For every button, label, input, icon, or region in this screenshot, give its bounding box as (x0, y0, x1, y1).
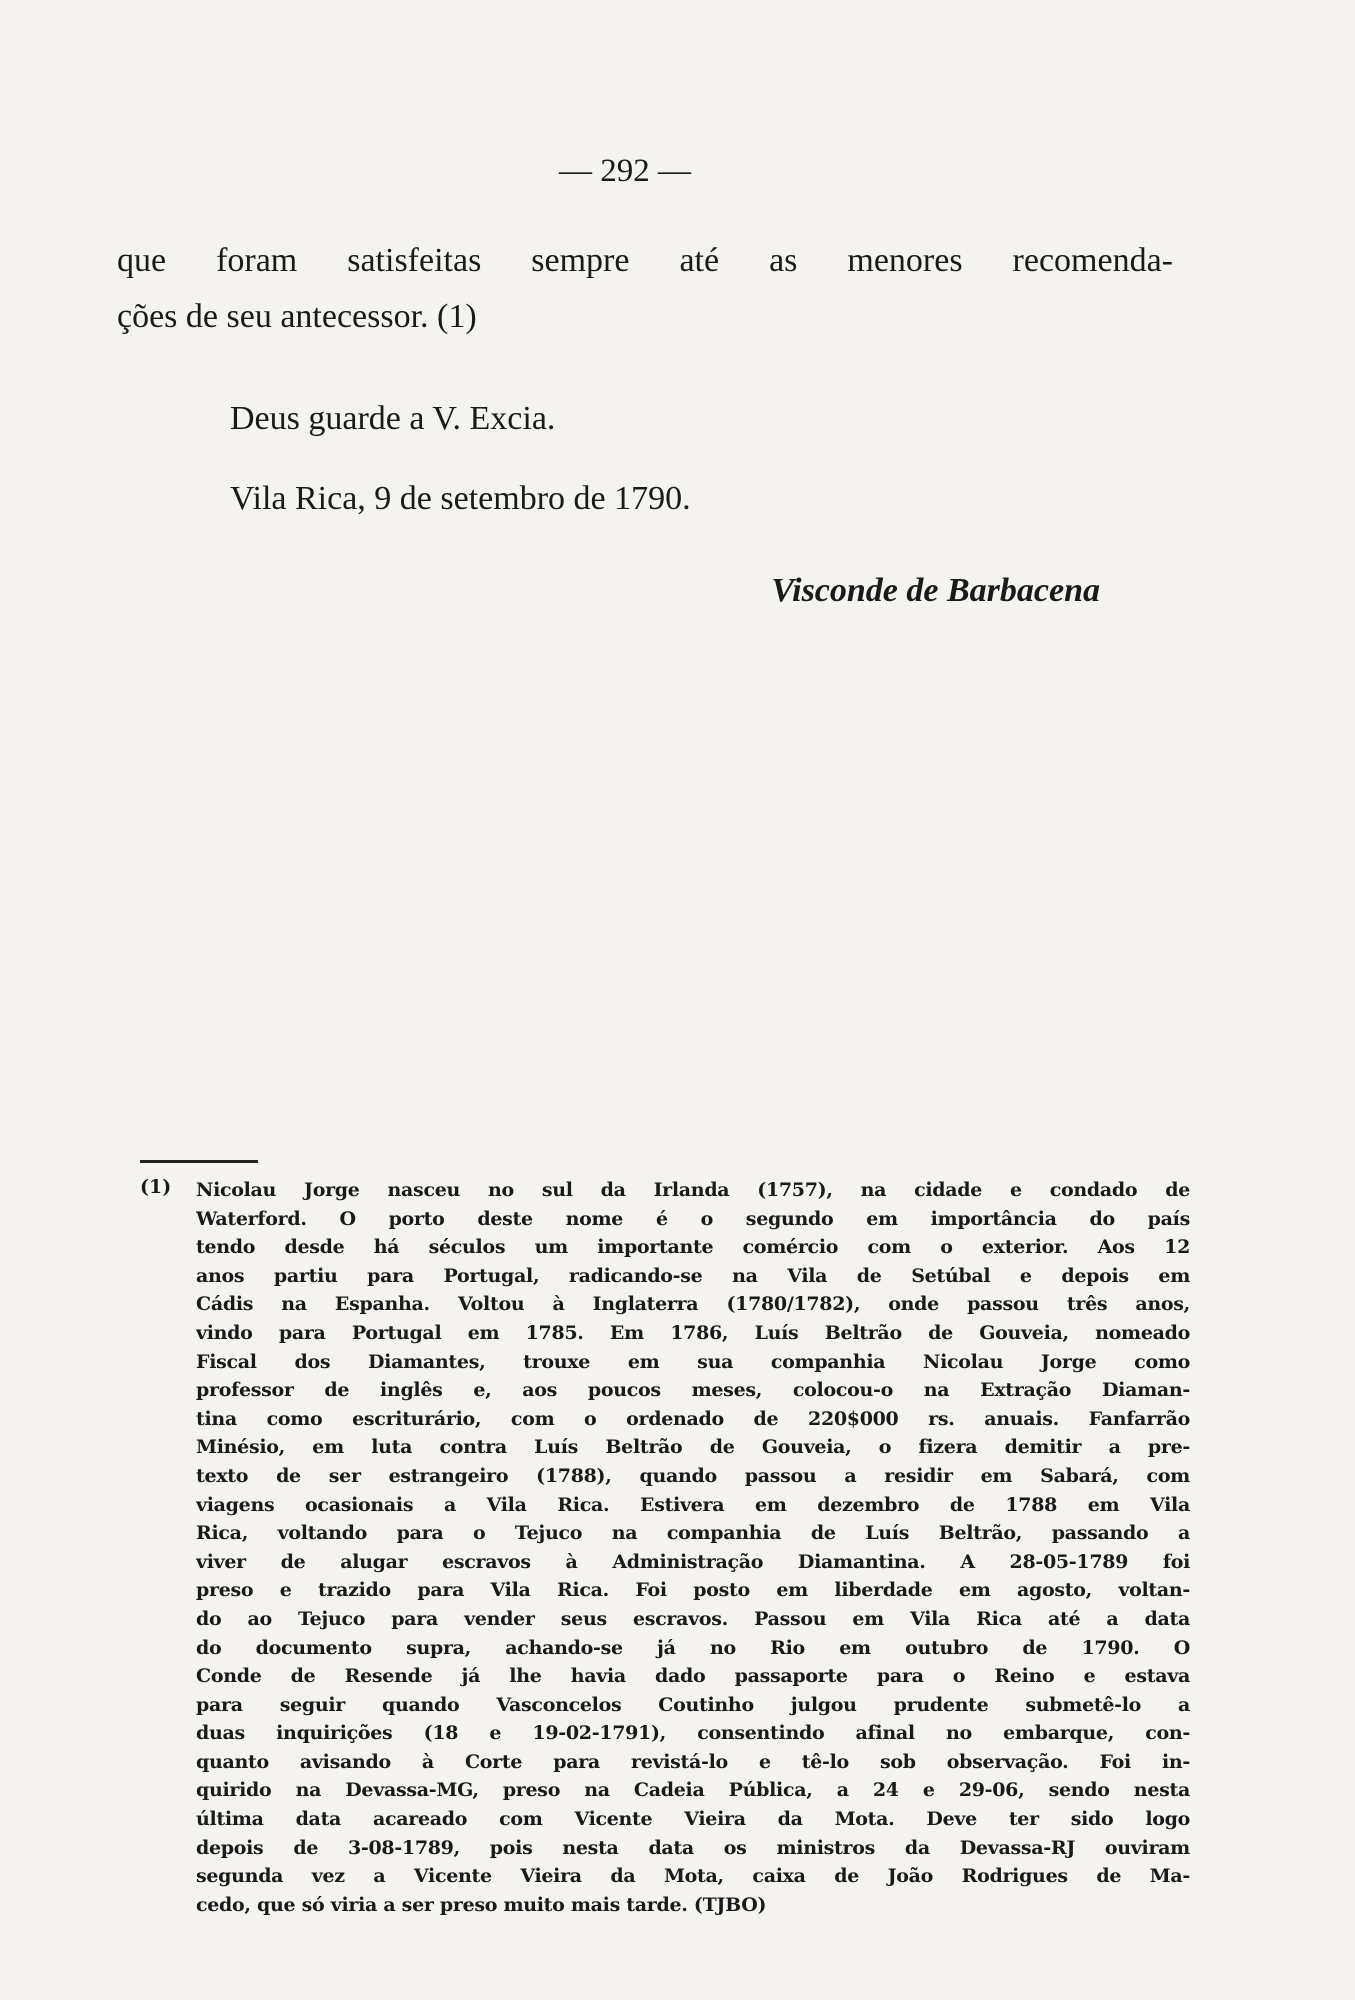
footnote-line: quirido na Devassa-MG, preso na Cadeia Pública, a 24 e 29-06, sendo nesta (196, 1779, 1190, 1802)
body-line-2: ções de seu antecessor. (1) (117, 298, 477, 335)
footnote-line: viver de alugar escravos à Administração Diamantina. A 28-05-1789 foi (196, 1550, 1190, 1573)
footnote-line: Waterford. O porto deste nome é o segundo em importância do país (196, 1207, 1190, 1230)
footnote-line: segunda vez a Vicente Vieira da Mota, caixa de João Rodrigues de Ma- (196, 1865, 1190, 1888)
signature: Visconde de Barbacena (771, 572, 1100, 609)
footnote-line: anos partiu para Portugal, radicando-se na Vila de Setúbal e depois em (196, 1264, 1190, 1287)
footnote-line: Fiscal dos Diamantes, trouxe em sua companhia Nicolau Jorge como (196, 1350, 1190, 1373)
footnote-line: quanto avisando à Corte para revistá-lo e tê-lo sob observação. Foi in- (196, 1750, 1190, 1773)
footnote-line: professor de inglês e, aos poucos meses, colocou-o na Extração Diaman- (196, 1379, 1190, 1402)
footnote-line: depois de 3-08-1789, pois nesta data os ministros da Devassa-RJ ouviram (196, 1836, 1190, 1859)
footnote-line: duas inquirições (18 e 19-02-1791), consentindo afinal no embarque, con- (196, 1722, 1190, 1745)
footnote-line: vindo para Portugal em 1785. Em 1786, Luís Beltrão de Gouveia, nomeado (196, 1321, 1190, 1344)
footnote-line: Cádis na Espanha. Voltou à Inglaterra (1780/1782), onde passou três anos, (196, 1293, 1190, 1316)
footnote-line: do ao Tejuco para vender seus escravos. Passou em Vila Rica até a data (196, 1607, 1190, 1630)
footnote-text (196, 1176, 1190, 1919)
footnote-line: preso e trazido para Vila Rica. Foi posto em liberdade em agosto, voltan- (196, 1579, 1190, 1602)
footnote-divider (140, 1160, 258, 1163)
body-line-1: que foram satisfeitas sempre até as menores recomenda- (117, 242, 1173, 279)
page-number: — 292 — (559, 153, 691, 189)
footnote-line: cedo, que só viria a ser preso muito mais tarde. (TJBO) (196, 1893, 767, 1916)
footnote-line: do documento supra, achando-se já no Rio em outubro de 1790. O (196, 1636, 1190, 1659)
footnote-line: Rica, voltando para o Tejuco na companhia de Luís Beltrão, passando a (196, 1522, 1190, 1545)
footnote-line: texto de ser estrangeiro (1788), quando passou a residir em Sabará, com (196, 1464, 1190, 1487)
footnote-line: Minésio, em luta contra Luís Beltrão de Gouveia, o fizera demitir a pre- (196, 1436, 1190, 1459)
footnote-line: tendo desde há séculos um importante comércio com o exterior. Aos 12 (196, 1236, 1190, 1259)
footnote-line: Nicolau Jorge nasceu no sul da Irlanda (1757), na cidade e condado de (196, 1179, 1190, 1201)
footnote-line: para seguir quando Vasconcelos Coutinho julgou prudente submetê-lo a (196, 1693, 1190, 1716)
footnote-marker: (1) (140, 1176, 172, 1198)
closing-salutation: Deus guarde a V. Excia. (230, 400, 556, 437)
footnote-line: viagens ocasionais a Vila Rica. Estivera em dezembro de 1788 em Vila (196, 1493, 1190, 1516)
footnote-line: última data acareado com Vicente Vieira da Mota. Deve ter sido logo (196, 1808, 1190, 1831)
footnote-line: Conde de Resende já lhe havia dado passaporte para o Reino e estava (196, 1665, 1190, 1688)
place-date: Vila Rica, 9 de setembro de 1790. (230, 480, 691, 517)
footnote-line: tina como escriturário, com o ordenado de 220$000 rs. anuais. Fanfarrão (196, 1407, 1190, 1430)
